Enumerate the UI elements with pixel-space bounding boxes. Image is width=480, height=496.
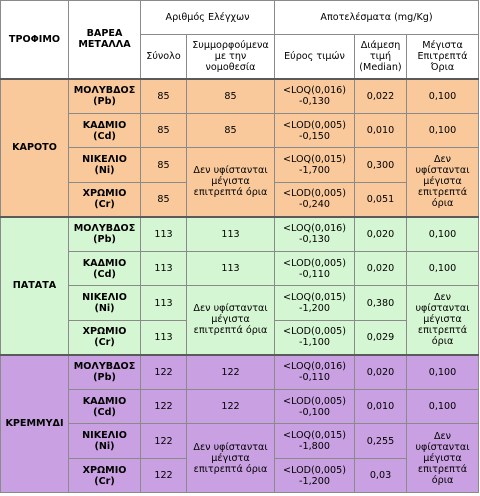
metal-symbol: (Cd): [93, 406, 116, 418]
median-value: 0,022: [355, 79, 407, 114]
range-value: [275, 217, 355, 252]
metal-label: [69, 321, 141, 355]
metal-label: [69, 217, 141, 252]
metal-label: [69, 114, 141, 148]
range-line-1: <LOQ(0,016): [282, 223, 347, 235]
range-value: [275, 252, 355, 286]
header-food: ΤΡΟΦΙΜΟ: [1, 1, 69, 79]
compliant-value: 122: [187, 355, 275, 390]
median-value: 0,03: [355, 459, 407, 493]
metal-symbol: (Cd): [93, 130, 116, 142]
median-value: 0,029: [355, 321, 407, 355]
metal-symbol: (Pb): [93, 234, 116, 246]
range-line-2: -0,130: [299, 234, 330, 246]
metal-name: ΝΙΚΕΛΙΟ: [82, 154, 127, 165]
range-value: [275, 355, 355, 390]
total-value: 113: [141, 321, 187, 355]
no-limits-compliant: Δεν υφίστανται μέγιστα επιτρεπτά όρια: [187, 286, 275, 355]
table-row: [1, 390, 479, 424]
range-value: [275, 321, 355, 355]
header-total: Σύνολο: [141, 35, 187, 79]
total-value: 85: [141, 79, 187, 114]
total-value: 85: [141, 183, 187, 217]
total-value: 113: [141, 286, 187, 321]
range-line-1: <LOD(0,005): [283, 395, 346, 407]
metal-symbol: (Cr): [94, 475, 115, 487]
metal-label: [69, 390, 141, 424]
no-limits-compliant: Δεν υφίστανται μέγιστα επιτρεπτά όρια: [187, 424, 275, 493]
table-row: [1, 252, 479, 286]
compliant-value: 113: [187, 217, 275, 252]
food-label: ΚΡΕΜΜΥΔΙ: [1, 355, 69, 493]
range-line-1: <LOD(0,005): [283, 119, 346, 131]
no-limits-max: Δεν υφίστανται μέγιστα επιτρεπτά όρια: [407, 148, 479, 217]
metal-name: ΚΑΔΜΙΟ: [82, 119, 127, 131]
range-line-2: -0,110: [299, 268, 330, 280]
median-value: 0,300: [355, 148, 407, 183]
table-row: [1, 217, 479, 252]
median-value: 0,380: [355, 286, 407, 321]
total-value: 85: [141, 114, 187, 148]
range-value: [275, 459, 355, 493]
range-line-1: <LOQ(0,016): [282, 361, 347, 373]
total-value: 122: [141, 424, 187, 459]
total-value: 122: [141, 459, 187, 493]
range-value: [275, 390, 355, 424]
no-limits-compliant: Δεν υφίστανται μέγιστα επιτρεπτά όρια: [187, 148, 275, 217]
median-value: 0,010: [355, 390, 407, 424]
metal-label: [69, 424, 141, 459]
metal-name: ΚΑΔΜΙΟ: [82, 395, 127, 407]
metal-label: [69, 355, 141, 390]
compliant-value: 122: [187, 390, 275, 424]
header-median: Διάμεση τιμή (Median): [355, 35, 407, 79]
metal-name: ΜΟΛΥΒΔΟΣ: [73, 85, 136, 97]
range-line-2: -0,150: [299, 130, 330, 142]
metal-symbol: (Cr): [94, 337, 115, 349]
median-value: 0,020: [355, 252, 407, 286]
range-line-2: -1,700: [299, 165, 330, 176]
metal-name: ΝΙΚΕΛΙΟ: [82, 292, 127, 303]
metal-symbol: (Ni): [94, 303, 115, 314]
metal-label: [69, 183, 141, 217]
no-limits-max: Δεν υφίστανται μέγιστα επιτρεπτά όρια: [407, 424, 479, 493]
metal-symbol: (Ni): [94, 441, 115, 452]
compliant-value: 113: [187, 252, 275, 286]
metal-symbol: (Cr): [94, 199, 115, 211]
metal-name: ΜΟΛΥΒΔΟΣ: [73, 361, 136, 373]
range-value: [275, 79, 355, 114]
range-line-1: <LOD(0,005): [283, 326, 346, 338]
header-max: Μέγιστα Επιτρεπτά Όρια: [407, 35, 479, 79]
range-line-1: <LOQ(0,016): [282, 85, 347, 97]
header-range: Εύρος τιμών: [275, 35, 355, 79]
metal-name: ΧΡΩΜΙΟ: [82, 326, 127, 338]
table-row: [1, 286, 479, 321]
total-value: 122: [141, 390, 187, 424]
total-value: 113: [141, 252, 187, 286]
range-line-1: <LOQ(0,015): [282, 292, 347, 303]
max-value: 0,100: [407, 252, 479, 286]
food-label: ΚΑΡΟΤΟ: [1, 79, 69, 217]
total-value: 85: [141, 148, 187, 183]
table-row: [1, 148, 479, 183]
range-line-1: <LOD(0,005): [283, 188, 346, 200]
range-line-1: <LOD(0,005): [283, 257, 346, 269]
range-line-1: <LOQ(0,015): [282, 154, 347, 165]
table-row: [1, 355, 479, 390]
compliant-value: 85: [187, 79, 275, 114]
median-value: 0,010: [355, 114, 407, 148]
max-value: 0,100: [407, 114, 479, 148]
max-value: 0,100: [407, 79, 479, 114]
range-line-2: -1,100: [299, 337, 330, 349]
range-line-1: <LOD(0,005): [283, 464, 346, 476]
header-checks: Αριθμός Ελέγχων: [141, 1, 275, 35]
header-results: Αποτελέσματα (mg/Kg): [275, 1, 479, 35]
table-row: [1, 424, 479, 459]
max-value: 0,100: [407, 217, 479, 252]
total-value: 113: [141, 217, 187, 252]
metal-symbol: (Cd): [93, 268, 116, 280]
metal-label: [69, 459, 141, 493]
compliant-value: 85: [187, 114, 275, 148]
metal-label: [69, 252, 141, 286]
metal-symbol: (Ni): [94, 165, 115, 176]
no-limits-max: Δεν υφίστανται μέγιστα επιτρεπτά όρια: [407, 286, 479, 355]
range-line-2: -0,130: [299, 96, 330, 108]
range-line-2: -1,200: [299, 303, 330, 314]
median-value: 0,051: [355, 183, 407, 217]
metal-name: ΧΡΩΜΙΟ: [82, 464, 127, 476]
max-value: 0,100: [407, 390, 479, 424]
header-compliant: Συμμορφούμενα με την νομοθεσία: [187, 35, 275, 79]
total-value: 122: [141, 355, 187, 390]
range-value: [275, 424, 355, 459]
range-line-1: <LOQ(0,015): [282, 430, 347, 441]
metal-label: [69, 79, 141, 114]
max-value: 0,100: [407, 355, 479, 390]
metal-name: ΝΙΚΕΛΙΟ: [82, 430, 127, 441]
metal-label: [69, 148, 141, 183]
metal-name: ΧΡΩΜΙΟ: [82, 188, 127, 200]
range-line-2: -0,240: [299, 199, 330, 211]
median-value: 0,255: [355, 424, 407, 459]
table-row: [1, 79, 479, 114]
food-label: ΠΑΤΑΤΑ: [1, 217, 69, 355]
metal-symbol: (Pb): [93, 372, 116, 384]
metal-name: ΚΑΔΜΙΟ: [82, 257, 127, 269]
range-value: [275, 286, 355, 321]
range-line-2: -1,200: [299, 475, 330, 487]
metal-symbol: (Pb): [93, 96, 116, 108]
range-line-2: -0,100: [299, 406, 330, 418]
range-value: [275, 148, 355, 183]
range-value: [275, 183, 355, 217]
range-line-2: -0,110: [299, 372, 330, 384]
median-value: 0,020: [355, 217, 407, 252]
metal-label: [69, 286, 141, 321]
median-value: 0,020: [355, 355, 407, 390]
header-metals: ΒΑΡΕΑ ΜΕΤΑΛΛΑ: [69, 1, 141, 79]
range-value: [275, 114, 355, 148]
table-row: [1, 114, 479, 148]
metal-name: ΜΟΛΥΒΔΟΣ: [73, 223, 136, 235]
range-line-2: -1,800: [299, 441, 330, 452]
